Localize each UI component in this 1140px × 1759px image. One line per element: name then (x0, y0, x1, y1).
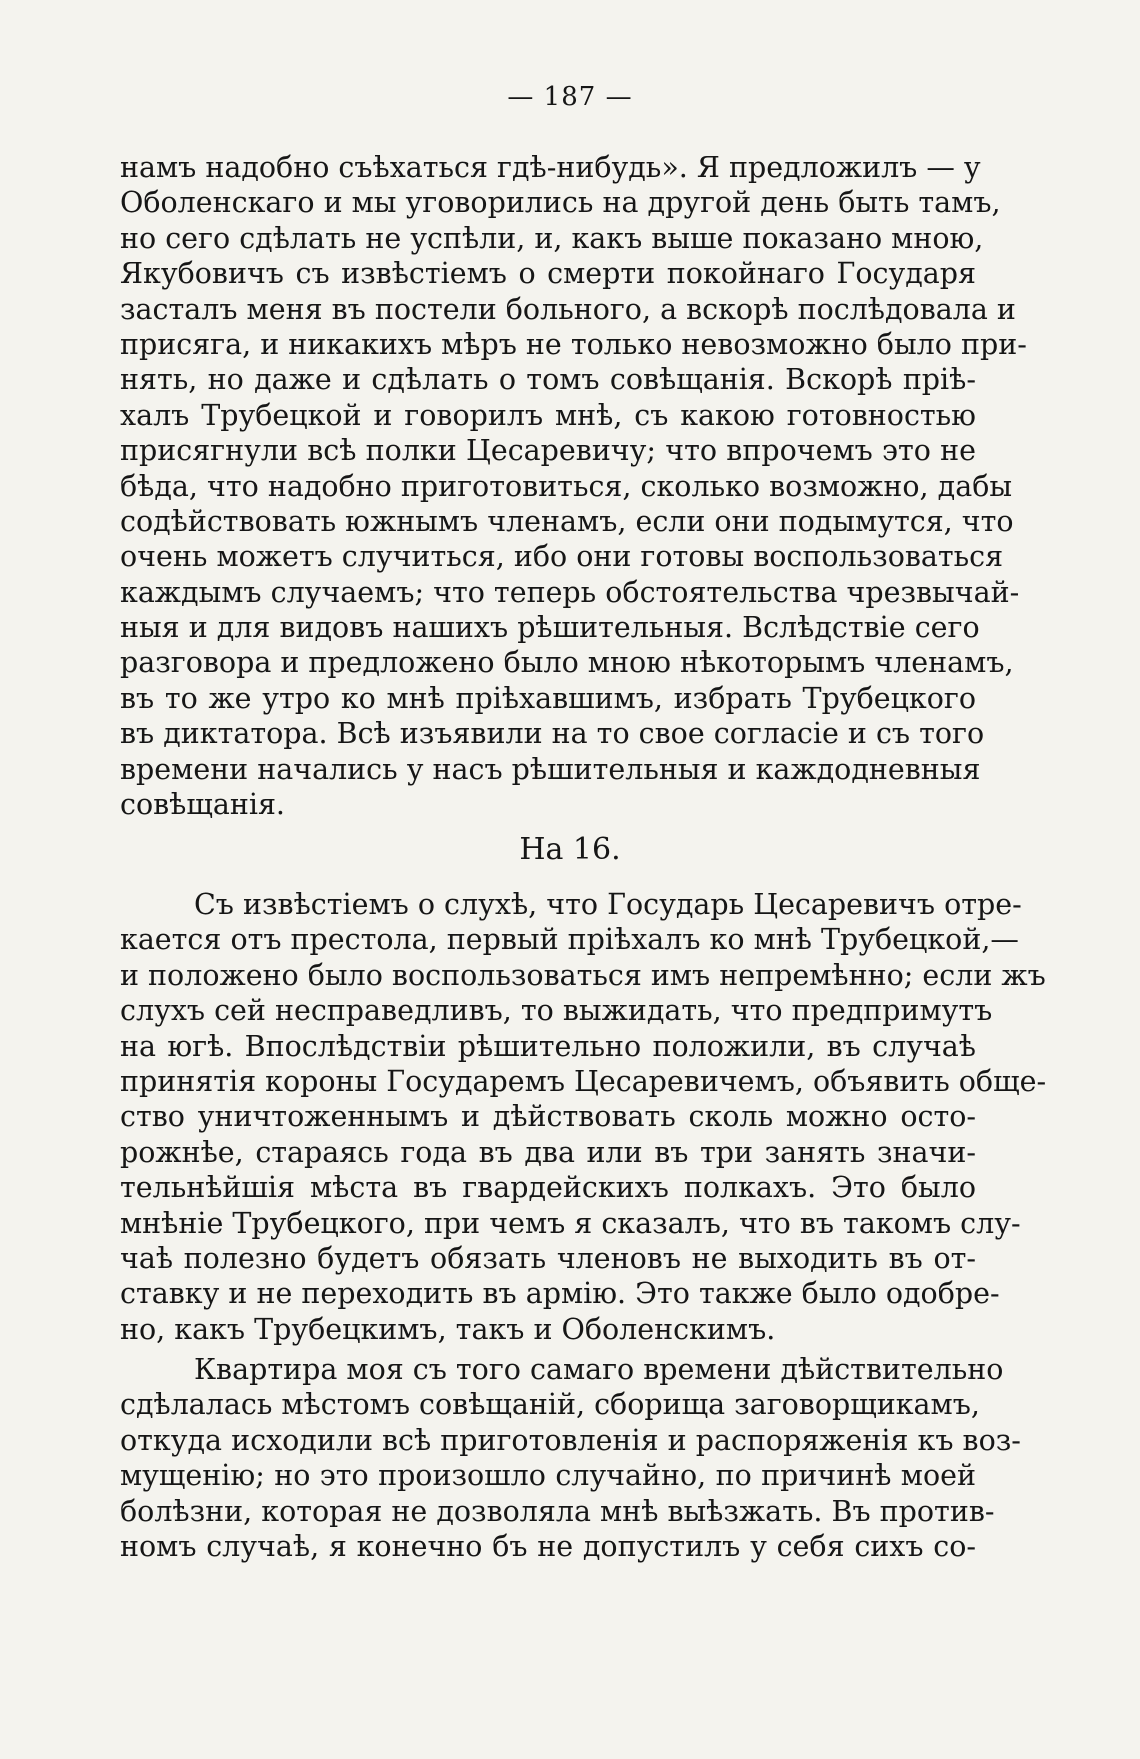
text-line: рожнѣе, стараясь года въ два или въ три занять значи- (120, 1135, 976, 1169)
text-line: мущенію; но это произошло случайно, по причинѣ моей (120, 1459, 976, 1493)
text-line: откуда исходили всѣ приготовленія и распоряженія къ воз- (120, 1423, 1021, 1457)
text-line: принятія короны Государемъ Цесаревичемъ, объявить обще- (120, 1064, 1047, 1098)
text-line: присягнули всѣ полки Цесаревичу; что впрочемъ это не (120, 434, 976, 468)
paragraph-1 (120, 150, 1027, 822)
text-line: ныя и для видовъ нашихъ рѣшительныя. Вслѣдствіе сего (120, 611, 980, 645)
text-line: тельнѣйшія мѣста въ гвардейскихъ полкахъ. Это было (120, 1171, 976, 1205)
text-line: времени начались у насъ рѣшительныя и каждодневныя (120, 752, 981, 786)
text-line: разговора и предложено было мною нѣкоторымъ членамъ, (120, 646, 1014, 680)
text-line: каждымъ случаемъ; что теперь обстоятельства чрезвычай- (120, 575, 1020, 609)
paragraph-3 (120, 1352, 1021, 1564)
text-line: чаѣ полезно будетъ обязать членовъ не выходить въ от- (120, 1241, 976, 1275)
text-line: засталъ меня въ постели больного, а вскорѣ послѣдовала и (120, 292, 1016, 326)
text-line: мнѣніе Трубецкого, при чемъ я сказалъ, что въ такомъ слу- (120, 1206, 1021, 1240)
section-heading: На 16. (519, 832, 621, 867)
text-line: но, какъ Трубецкимъ, такъ и Оболенскимъ. (120, 1312, 776, 1346)
text-line: болѣзни, которая не дозволяла мнѣ выѣзжать. Въ против- (120, 1494, 995, 1528)
text-line: халъ Трубецкой и говорилъ мнѣ, съ какою готовностью (120, 398, 976, 432)
text-line: присяга, и никакихъ мѣръ не только невозможно было при- (120, 327, 1027, 361)
text-line: но сего сдѣлать не успѣли, и, какъ выше показано мною, (120, 221, 984, 255)
text-line: ство уничтоженнымъ и дѣйствовать сколь можно осто- (120, 1100, 976, 1134)
text-line: слухъ сей несправедливъ, то выжидать, что предпримутъ (120, 994, 993, 1028)
text-line: Съ извѣстіемъ о слухѣ, что Государь Цесаревичъ отре- (194, 888, 1022, 921)
text-line: ставку и не переходить въ армію. Это также было одобре- (120, 1277, 1000, 1311)
text-line: сдѣлалась мѣстомъ совѣщаній, сборища заговорщикамъ, (120, 1388, 980, 1422)
text-line: Квартира моя съ того самаго времени дѣйствительно (194, 1353, 1004, 1386)
text-line: въ то же утро ко мнѣ пріѣхавшимъ, избрать Трубецкого (120, 681, 976, 715)
text-line: Оболенскаго и мы уговорились на другой день быть тамъ, (120, 186, 1001, 220)
page-number: — 187 — (507, 82, 633, 112)
text-line: нять, но даже и сдѣлать о томъ совѣщанія. Вскорѣ пріѣ- (120, 363, 976, 397)
text-line: Якубовичъ съ извѣстіемъ о смерти покойнаго Государя (120, 257, 976, 291)
text-line: совѣщанія. (120, 788, 285, 822)
text-line: номъ случаѣ, я конечно бъ не допустилъ у себя сихъ со- (120, 1529, 976, 1563)
paragraph-2 (120, 887, 1047, 1347)
text-line: бѣда, что надобно приготовиться, сколько возможно, дабы (120, 469, 1013, 503)
text-line: и положено было воспользоваться имъ непремѣнно; если жъ (120, 958, 1046, 992)
text-line: очень можетъ случиться, ибо они готовы воспользоваться (120, 540, 1004, 574)
text-line: содѣйствовать южнымъ членамъ, если они подымутся, что (120, 504, 1014, 538)
text-line: намъ надобно съѣхаться гдѣ-нибудь». Я предложилъ — у (120, 151, 981, 184)
text-line: на югѣ. Впослѣдствіи рѣшительно положили, въ случаѣ (120, 1029, 976, 1063)
text-line: кается отъ престола, первый пріѣхалъ ко мнѣ Трубецкой,— (120, 923, 1019, 957)
text-line: въ диктатора. Всѣ изъявили на то свое согласіе и съ того (120, 717, 985, 751)
